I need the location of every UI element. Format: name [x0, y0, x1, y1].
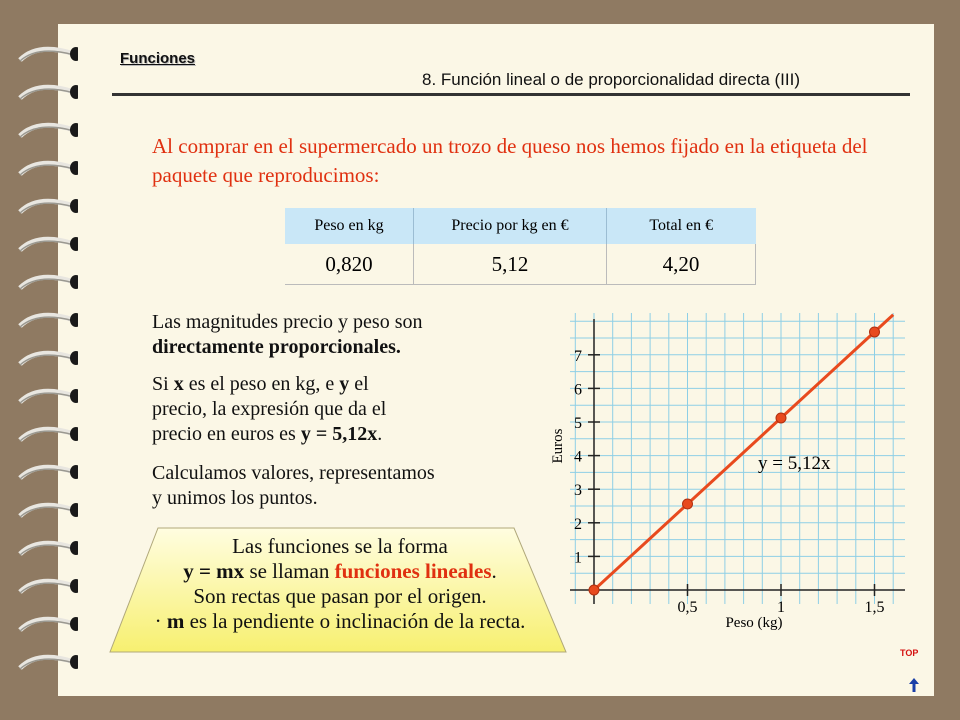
table-header-total: Total en € — [607, 208, 756, 244]
text-line: Las magnitudes precio y peso son — [152, 311, 423, 333]
up-arrow-icon[interactable] — [908, 678, 920, 692]
text-span: . — [491, 559, 497, 583]
table-value-weight: 0,820 — [285, 244, 414, 285]
data-point — [776, 413, 786, 423]
text-span: es la pendiente o inclinación de la recta. — [184, 609, 526, 633]
variable-x: x — [173, 373, 184, 395]
table-header-price-per-kg: Precio por kg en € — [414, 208, 607, 244]
y-tick-label: 1 — [574, 549, 582, 567]
top-link[interactable]: TOP — [900, 648, 919, 658]
series-label: y = 5,12x — [758, 453, 831, 474]
text-span: · — [154, 609, 167, 633]
text-line-bold: directamente proporcionales. — [152, 336, 401, 358]
box-highlight: funciones lineales — [334, 559, 492, 583]
text-span: precio en euros es — [152, 423, 301, 445]
text-span: el — [349, 373, 369, 395]
text-line: Calculamos valores, representamos — [152, 462, 435, 484]
data-point — [870, 327, 880, 337]
y-tick-label: 3 — [574, 482, 582, 500]
page-subtitle: 8. Función lineal o de proporcionalidad directa (III) — [422, 70, 800, 89]
table-value-price-per-kg: 5,12 — [414, 244, 607, 285]
formula: y = 5,12x — [300, 423, 378, 445]
chart-axes — [570, 319, 905, 604]
data-point — [683, 499, 693, 509]
y-tick-label: 4 — [574, 448, 582, 466]
variable-y: y — [339, 373, 350, 395]
intro-text: Al comprar en el supermercado un trozo de queso nos hemos fijado en la etiqueta del paquete que reproducimos: — [152, 134, 868, 187]
chart-series — [589, 315, 893, 595]
box-variable-m: m — [166, 609, 185, 633]
text-line: y unimos los puntos. — [152, 487, 318, 509]
text-line: precio, la expresión que da el — [152, 398, 387, 420]
y-tick-label: 6 — [574, 381, 582, 399]
text-span: Si — [152, 373, 174, 395]
box-line: Son rectas que pasan por el origen. — [193, 584, 487, 608]
x-axis-label: Peso (kg) — [725, 615, 783, 631]
table-header-weight: Peso en kg — [285, 208, 414, 244]
x-tick-label: 1,5 — [864, 599, 885, 616]
y-axis-label: Euros — [550, 428, 566, 464]
box-line: Las funciones se la forma — [232, 534, 448, 558]
x-tick-label: 1 — [777, 599, 785, 616]
y-tick-label: 7 — [574, 347, 582, 365]
text-span: es el peso en kg, e — [183, 373, 340, 395]
section-title[interactable]: Funciones — [120, 50, 196, 67]
y-tick-label: 5 — [574, 415, 582, 432]
x-tick-label: 0,5 — [677, 599, 698, 616]
text-span: . — [377, 423, 383, 445]
data-point — [589, 585, 599, 595]
table-value-total: 4,20 — [607, 244, 756, 285]
y-tick-label: 2 — [574, 515, 582, 533]
box-formula: y = mx — [183, 559, 245, 583]
text-span: se llaman — [244, 559, 335, 583]
